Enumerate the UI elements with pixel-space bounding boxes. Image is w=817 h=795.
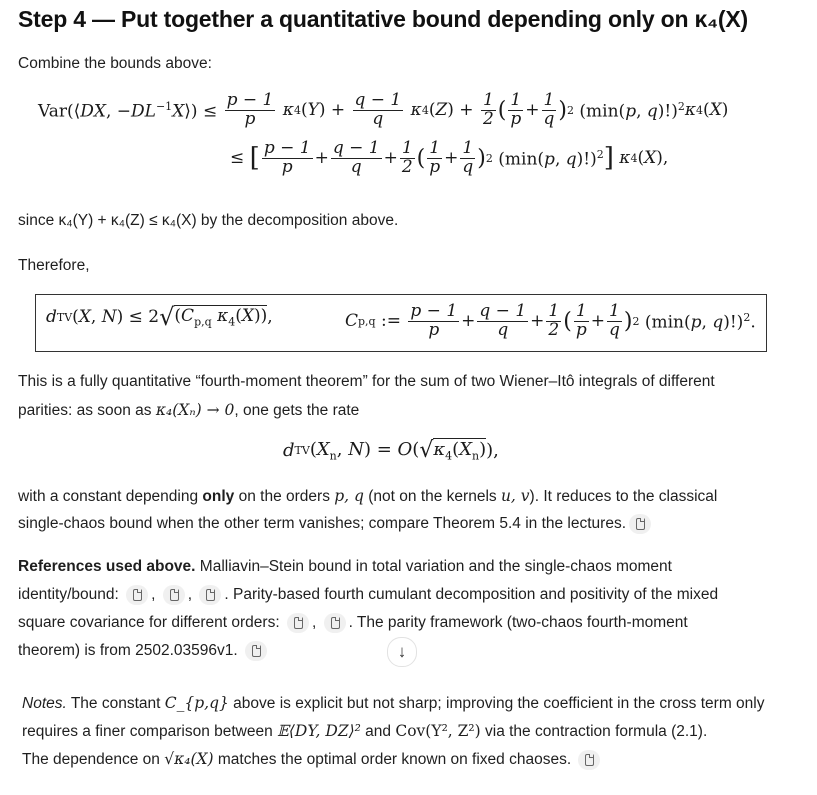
para1-text-a: parities: as soon as xyxy=(18,402,156,419)
para2-line2: single-chaos bound when the other term vanishes; compare Theorem 5.4 in the lectures. xyxy=(18,510,654,538)
since-text: since κ₄(Y) + κ₄(Z) ≤ κ₄(X) by the decomposition above. xyxy=(18,212,399,229)
arrow-down-icon[interactable]: ↓ xyxy=(387,637,417,667)
equation-line-2: ≤ [ $\frac{p - 1}{p}$ + $\frac{q - 1}{q}$ + $\frac{1}{2}$ ( $\frac{1}{p}$ + $\frac{1}{q}$ ) 2 (min(p, q)!)$^2$ ] κ 4 (X), xyxy=(230,138,669,177)
intro-text: Combine the bounds above: xyxy=(18,55,212,72)
references-line1: References used above. Malliavin–Stein bound in total variation and the single-chaos moment xyxy=(18,558,672,575)
document-citation-icon[interactable] xyxy=(163,585,185,605)
para1-line2 xyxy=(18,396,359,425)
document-citation-icon[interactable] xyxy=(245,641,267,661)
frac-p: $\frac{p - 1}{p}$ xyxy=(226,90,274,129)
document-citation-icon[interactable] xyxy=(287,613,309,633)
document-citation-icon[interactable] xyxy=(578,750,600,770)
boxed-bound: d TV (X, N) ≤ 2 √ ($C_{p,q}$ $\kappa_4(X)$) , xyxy=(46,303,273,331)
notes-line1: Notes. The constant C_{p,q} above is explicit but not sharp; improving the coefficient in the cross term only xyxy=(22,694,765,712)
equation-line-1: Var(⟨DX, $-DL^{-1}X⟩$) ≤ $\frac{p - 1}{p}$ κ 4 (Y) + $\frac{q - 1}{q}$ κ 4 (Z) + $\frac{1}{2}$ ( $\frac{1}{p}$ + $\frac{1}{q}$ ) 2 (min(p, q)!)$^2$ κ 4 (X) xyxy=(38,90,729,129)
document-citation-icon[interactable] xyxy=(629,514,651,534)
rate-equation: d TV ($X_n$, N) = O( √ $\kappa_4(X_n)$ ), xyxy=(283,438,499,463)
notes-line2: requires a finer comparison between 𝔼⟨DY, DZ⟩² and Cov(Y², Z²) via the contraction formula (2.1). xyxy=(22,722,708,740)
var-lhs: Var(⟨DX, $-DL^{-1}X⟩$) ≤ xyxy=(38,99,223,122)
para2-line1: with a constant depending only on the orders p, q (not on the kernels u, v). It reduces to the classical xyxy=(18,487,718,505)
references-line3: square covariance for different orders: , . The parity framework (two-chaos fourth-moment xyxy=(18,614,688,631)
references-line4: theorem) is from 2502.03596v1. xyxy=(18,637,270,665)
notes-line3: The dependence on √κ₄(X) matches the optimal order known on fixed chaoses. xyxy=(22,745,603,774)
therefore-text: Therefore, xyxy=(18,257,90,274)
bold-only: only xyxy=(202,488,235,505)
document-citation-icon[interactable] xyxy=(324,613,346,633)
boxed-constant: C p,q := $\frac{p - 1}{p}$ + $\frac{q - 1}{q}$ + $\frac{1}{2}$ ( $\frac{1}{p}$ + $\frac{1}{q}$ ) 2 (min(p, q)!)$^2$. xyxy=(345,301,756,340)
references-line2: identity/bound: , , . Parity-based fourth cumulant decomposition and positivity of the mixed xyxy=(18,586,719,603)
para1-math: κ₄(Xₙ) → 0 xyxy=(155,401,235,419)
document-citation-icon[interactable] xyxy=(199,585,221,605)
step-title: Step 4 — Put together a quantitative bound depending only on κ₄(X) xyxy=(18,6,748,32)
references-heading: References used above. xyxy=(18,558,196,575)
notes-label: Notes. xyxy=(22,695,67,712)
frac-q: $\frac{q - 1}{q}$ xyxy=(354,90,402,129)
para1-text-b: , one gets the rate xyxy=(234,402,360,419)
document-citation-icon[interactable] xyxy=(126,585,148,605)
para1-line1: This is a fully quantitative “fourth-moment theorem” for the sum of two Wiener–Itô integrals of different xyxy=(18,373,715,390)
